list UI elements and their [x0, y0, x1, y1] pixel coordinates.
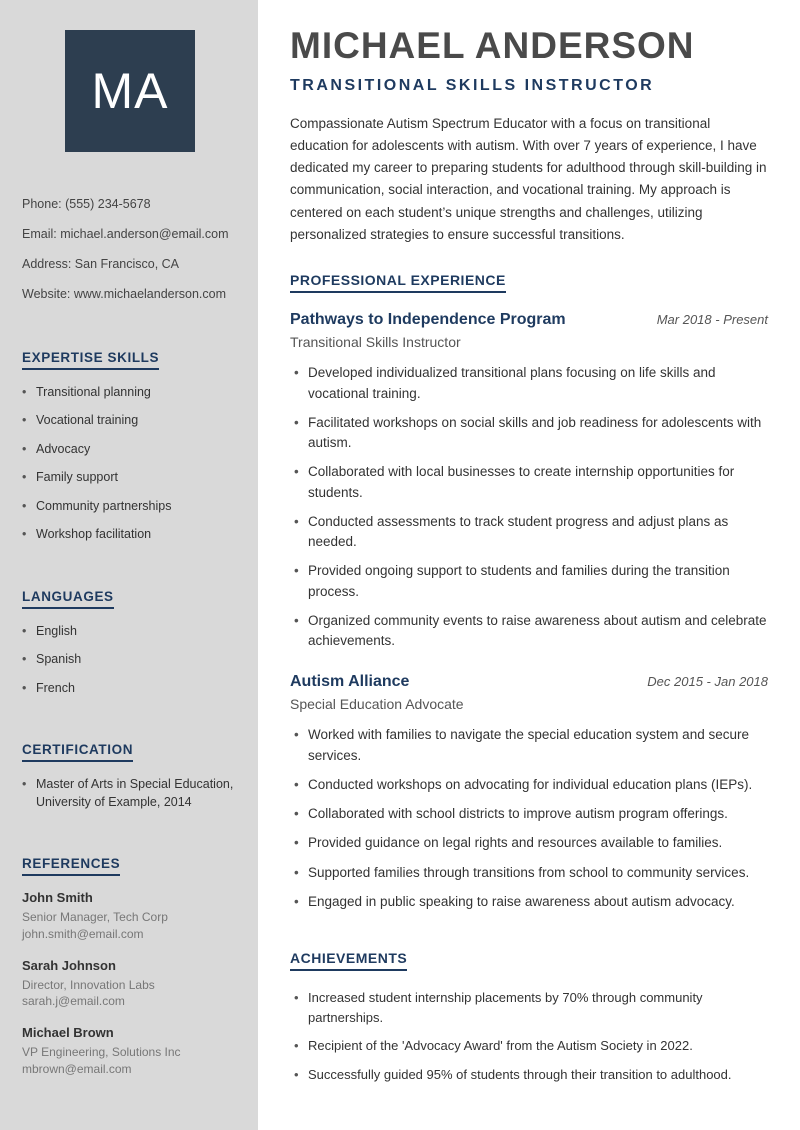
achievements-heading: ACHIEVEMENTS — [290, 950, 407, 971]
job-role: Transitional Skills Instructor — [290, 334, 461, 351]
job-bullet-list — [290, 725, 768, 912]
reference-role: Director, Innovation Labs — [22, 977, 155, 992]
languages-list — [22, 623, 238, 698]
certification-item: • Master of Arts in Special Education, University of Example, 2014 — [22, 776, 238, 811]
candidate-title: TRANSITIONAL SKILLS INSTRUCTOR — [290, 76, 655, 94]
main-content — [258, 0, 800, 1130]
job-bullet: • Conducted workshops on advocating for individual education plans (IEPs). — [290, 775, 768, 795]
achievement-item: • Recipient of the 'Advocacy Award' from the Autism Society in 2022. — [290, 1036, 768, 1056]
professional-experience-heading: PROFESSIONAL EXPERIENCE — [290, 272, 506, 293]
languages-section — [22, 555, 238, 698]
skill-item: • Advocacy — [22, 441, 238, 459]
skill-item: • Workshop facilitation — [22, 526, 238, 544]
expertise-skills-heading: EXPERTISE SKILLS — [22, 350, 159, 370]
skill-item: • Vocational training — [22, 412, 238, 430]
job-bullet: • Supported families through transitions from school to community services. — [290, 863, 768, 883]
job-bullet: • Worked with families to navigate the special education system and secure services. — [290, 725, 768, 766]
job-bullet: • Collaborated with school districts to improve autism program offerings. — [290, 804, 768, 824]
contact-block — [22, 196, 238, 303]
contact-phone: Phone: (555) 234-5678 — [22, 197, 151, 211]
reference-role: Senior Manager, Tech Corp — [22, 910, 168, 924]
monogram-avatar — [65, 30, 195, 152]
job-header — [290, 673, 768, 691]
job-company: Autism Alliance — [290, 673, 410, 691]
language-item: • French — [22, 680, 238, 698]
reference-role: VP Engineering, Solutions Inc — [22, 1045, 181, 1060]
language-item: • Spanish — [22, 651, 238, 669]
contact-address: Address: San Francisco, CA — [22, 256, 180, 271]
job-bullet: • Collaborated with local businesses to create internship opportunities for students. — [290, 462, 768, 503]
skill-item: • Transitional planning — [22, 384, 238, 402]
achievements-section — [290, 924, 768, 1084]
expertise-skills-list — [22, 384, 238, 544]
references-heading: REFERENCES — [22, 856, 120, 876]
sidebar — [0, 0, 258, 1130]
reference-name: Sarah Johnson — [22, 957, 116, 973]
monogram-initials: MA — [91, 63, 169, 119]
job-bullet: • Conducted assessments to track student progress and adjust plans as needed. — [290, 512, 768, 553]
achievements-list — [290, 988, 768, 1084]
language-item: • English — [22, 623, 238, 641]
job-company: Pathways to Independence Program — [290, 311, 566, 329]
certification-list — [22, 776, 238, 811]
certification-heading: CERTIFICATION — [22, 742, 133, 762]
job-bullet-list — [290, 363, 768, 651]
candidate-name: MICHAEL ANDERSON — [290, 25, 695, 66]
reference-email: mbrown@email.com — [22, 1061, 132, 1076]
reference-entry — [22, 958, 238, 1011]
achievement-item: • Increased student internship placements by 70% through community partnerships. — [290, 988, 768, 1027]
job-entry — [290, 673, 768, 912]
skill-item: • Family support — [22, 469, 238, 487]
reference-name: John Smith — [22, 890, 93, 905]
job-dates: Mar 2018 - Present — [656, 312, 768, 328]
reference-name: Michael Brown — [22, 1025, 114, 1041]
achievement-item: • Successfully guided 95% of students through their transition to adulthood. — [290, 1065, 768, 1085]
job-dates: Dec 2015 - Jan 2018 — [647, 674, 768, 690]
job-bullet: • Engaged in public speaking to raise awareness about autism advocacy. — [290, 892, 768, 912]
job-bullet: • Facilitated workshops on social skills and job readiness for adolescents with autism. — [290, 413, 768, 454]
languages-heading: LANGUAGES — [22, 589, 114, 609]
job-bullet: • Developed individualized transitional plans focusing on life skills and vocational training. — [290, 363, 768, 404]
skill-item: • Community partnerships — [22, 498, 238, 516]
job-bullet: • Organized community events to raise awareness about autism and celebrate achievements. — [290, 611, 768, 652]
reference-email: john.smith@email.com — [22, 926, 144, 941]
reference-entry — [22, 890, 238, 943]
job-bullet: • Provided ongoing support to students and families during the transition process. — [290, 561, 768, 602]
certification-section — [22, 708, 238, 811]
job-bullet: • Provided guidance on legal rights and resources available to families. — [290, 833, 768, 853]
references-section — [22, 822, 238, 1078]
job-role: Special Education Advocate — [290, 696, 464, 713]
contact-email: Email: michael.anderson@email.com — [22, 226, 229, 241]
expertise-skills-section — [22, 316, 238, 544]
job-header — [290, 311, 768, 329]
job-entry — [290, 311, 768, 651]
reference-entry — [22, 1025, 238, 1078]
summary-paragraph: Compassionate Autism Spectrum Educator with a focus on transitional education for adolescents with autism. With over 7 years of experience, I have dedicated my career to preparing students for adulthood through skill-building in communication, social interaction, and vocational training. My approach is centered on each student’s unique strengths and challenges, utilizing personalized strategies to ensure successful transitions. — [290, 115, 767, 243]
reference-email: sarah.j@email.com — [22, 994, 125, 1009]
contact-website: Website: www.michaelanderson.com — [22, 286, 227, 301]
